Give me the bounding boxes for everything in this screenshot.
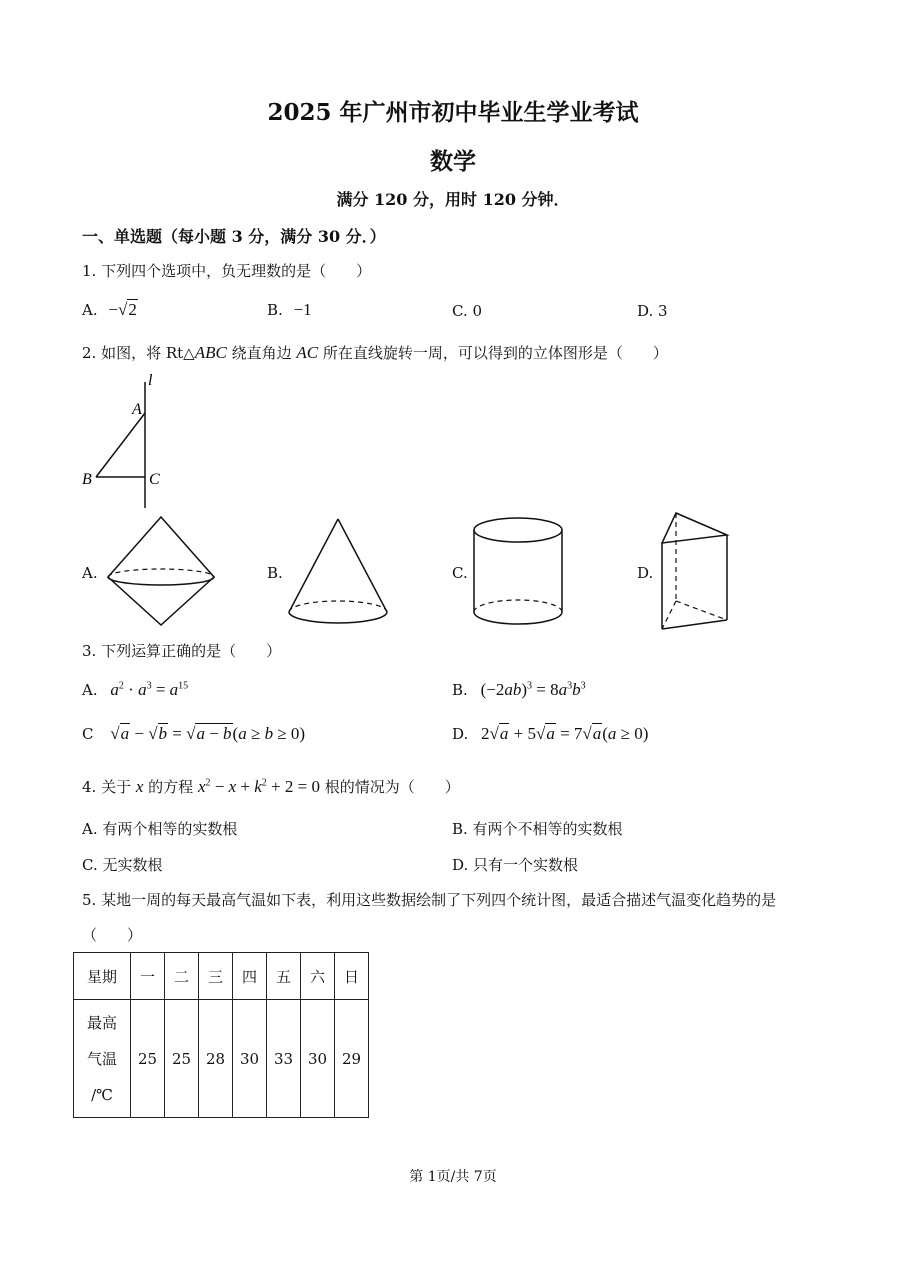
temp-cell: 33 (267, 1000, 301, 1118)
temp-header-line-3: /℃ (91, 1085, 113, 1104)
q1-option-a-sign: − (108, 300, 118, 319)
day-cell: 一 (131, 953, 165, 1000)
table-header-cell (74, 1000, 131, 1118)
q1-option-d: D. 3 (637, 302, 668, 320)
table-header-cell: 星期 (74, 953, 131, 1000)
exam-info: 满分 120 分，用时 120 分钟． (336, 190, 570, 209)
q3-option-d-label: D. (452, 725, 469, 743)
temp-header-line-1: 最高 (86, 1013, 117, 1032)
q3-option-b-label: B. (452, 681, 468, 699)
q1-option-b (267, 300, 312, 320)
q2-stem-part-3: 所在直线旋转一周，可以得到的立体图形是（ ） (318, 344, 668, 362)
q2-stem-abc: ABC (194, 343, 227, 362)
q3-option-d: D. 2√a + 5√a = 7√a(a ≥ 0) (452, 724, 649, 743)
q3-option-a: A. $a^2 \cdot a^3 = a^{15}$ (82, 680, 189, 699)
section-heading: 一、单选题（每小题 3 分，满分 30 分．） (82, 227, 386, 246)
day-cell: 日 (335, 953, 369, 1000)
temp-cell: 29 (335, 1000, 369, 1118)
q4-option-a: A. 有两个相等的实数根 (82, 820, 238, 838)
q2-option-c-label: C. (452, 564, 468, 582)
label-c: C (149, 471, 160, 488)
day-cell: 二 (165, 953, 199, 1000)
double-cone-icon (104, 514, 218, 628)
q4-stem-part-2: 的方程 (143, 778, 198, 796)
temp-cell: 25 (131, 1000, 165, 1118)
day-cell: 五 (267, 953, 301, 1000)
temp-cell: 25 (165, 1000, 199, 1118)
q4-option-c: C. 无实数根 (82, 856, 163, 874)
temperature-table (73, 952, 369, 1118)
triangular-prism-icon (656, 508, 732, 634)
q4-stem-part-1: 4. 关于 (82, 778, 136, 796)
q4-option-b: B. 有两个不相等的实数根 (452, 820, 623, 838)
question-3-stem: 3. 下列运算正确的是（ ） (82, 642, 282, 660)
temp-cell: 30 (233, 1000, 267, 1118)
q4-equation: $x^2 - x + k^2 + 2 = 0$ (197, 777, 320, 796)
page-footer: 第 1页/共 7页 (409, 1169, 497, 1185)
q3-option-c-label: C (82, 725, 94, 743)
day-cell: 三 (199, 953, 233, 1000)
q2-stem-ac: AC (296, 343, 319, 362)
table-row (74, 953, 369, 1000)
question-5-paren: （ ） (82, 926, 143, 944)
q1-option-b-label: B. (267, 301, 283, 319)
q3-option-a-label: A. (82, 681, 98, 699)
label-b: B (82, 471, 92, 488)
q1-option-a-label: A. (82, 301, 98, 319)
q1-option-c: C. 0 (452, 302, 483, 320)
question-1-stem: 1. 下列四个选项中，负无理数的是（ ） (82, 262, 372, 280)
q3-option-b: B. $(-2ab)^3 = 8a^3b^3$ (452, 680, 586, 699)
q1-option-a-radicand: 2 (128, 300, 137, 319)
q2-option-d-label: D. (637, 564, 654, 582)
q2-option-a-label: A. (82, 564, 98, 582)
q3-option-c: C √a − √b = √a − b(a ≥ b ≥ 0) (82, 724, 306, 743)
question-5-stem: 5. 某地一周的每天最高气温如下表，利用这些数据绘制了下列四个统计图，最适合描述气温变化趋势的是 (82, 891, 777, 909)
day-cell: 四 (233, 953, 267, 1000)
q4-stem-variable: x (135, 777, 144, 796)
triangle-figure (78, 368, 178, 513)
question-4-stem (82, 776, 460, 797)
cylinder-icon (470, 512, 568, 632)
label-a: A (132, 401, 142, 418)
label-l: l (148, 372, 153, 389)
day-cell: 六 (301, 953, 335, 1000)
table-row (74, 1000, 369, 1118)
q4-stem-part-3: 根的情况为（ ） (319, 778, 460, 796)
q4-option-d: D. 只有一个实数根 (452, 856, 579, 874)
hypotenuse-line (96, 413, 145, 477)
subject-title: 数学 (430, 148, 476, 175)
q1-option-b-value: −1 (293, 300, 312, 319)
q2-stem-part-1: 2. 如图，将 Rt△ (82, 344, 195, 362)
exam-title: 2025 年广州市初中毕业生学业考试 (267, 99, 639, 126)
q2-option-b-label: B. (267, 564, 283, 582)
q2-stem-part-2: 绕直角边 (226, 344, 297, 362)
cone-icon (285, 514, 391, 626)
question-2-stem (82, 342, 668, 363)
temp-cell: 28 (199, 1000, 233, 1118)
temp-header-line-2: 气温 (86, 1049, 117, 1068)
q1-option-a: A. −√2 (82, 300, 137, 319)
temp-cell: 30 (301, 1000, 335, 1118)
